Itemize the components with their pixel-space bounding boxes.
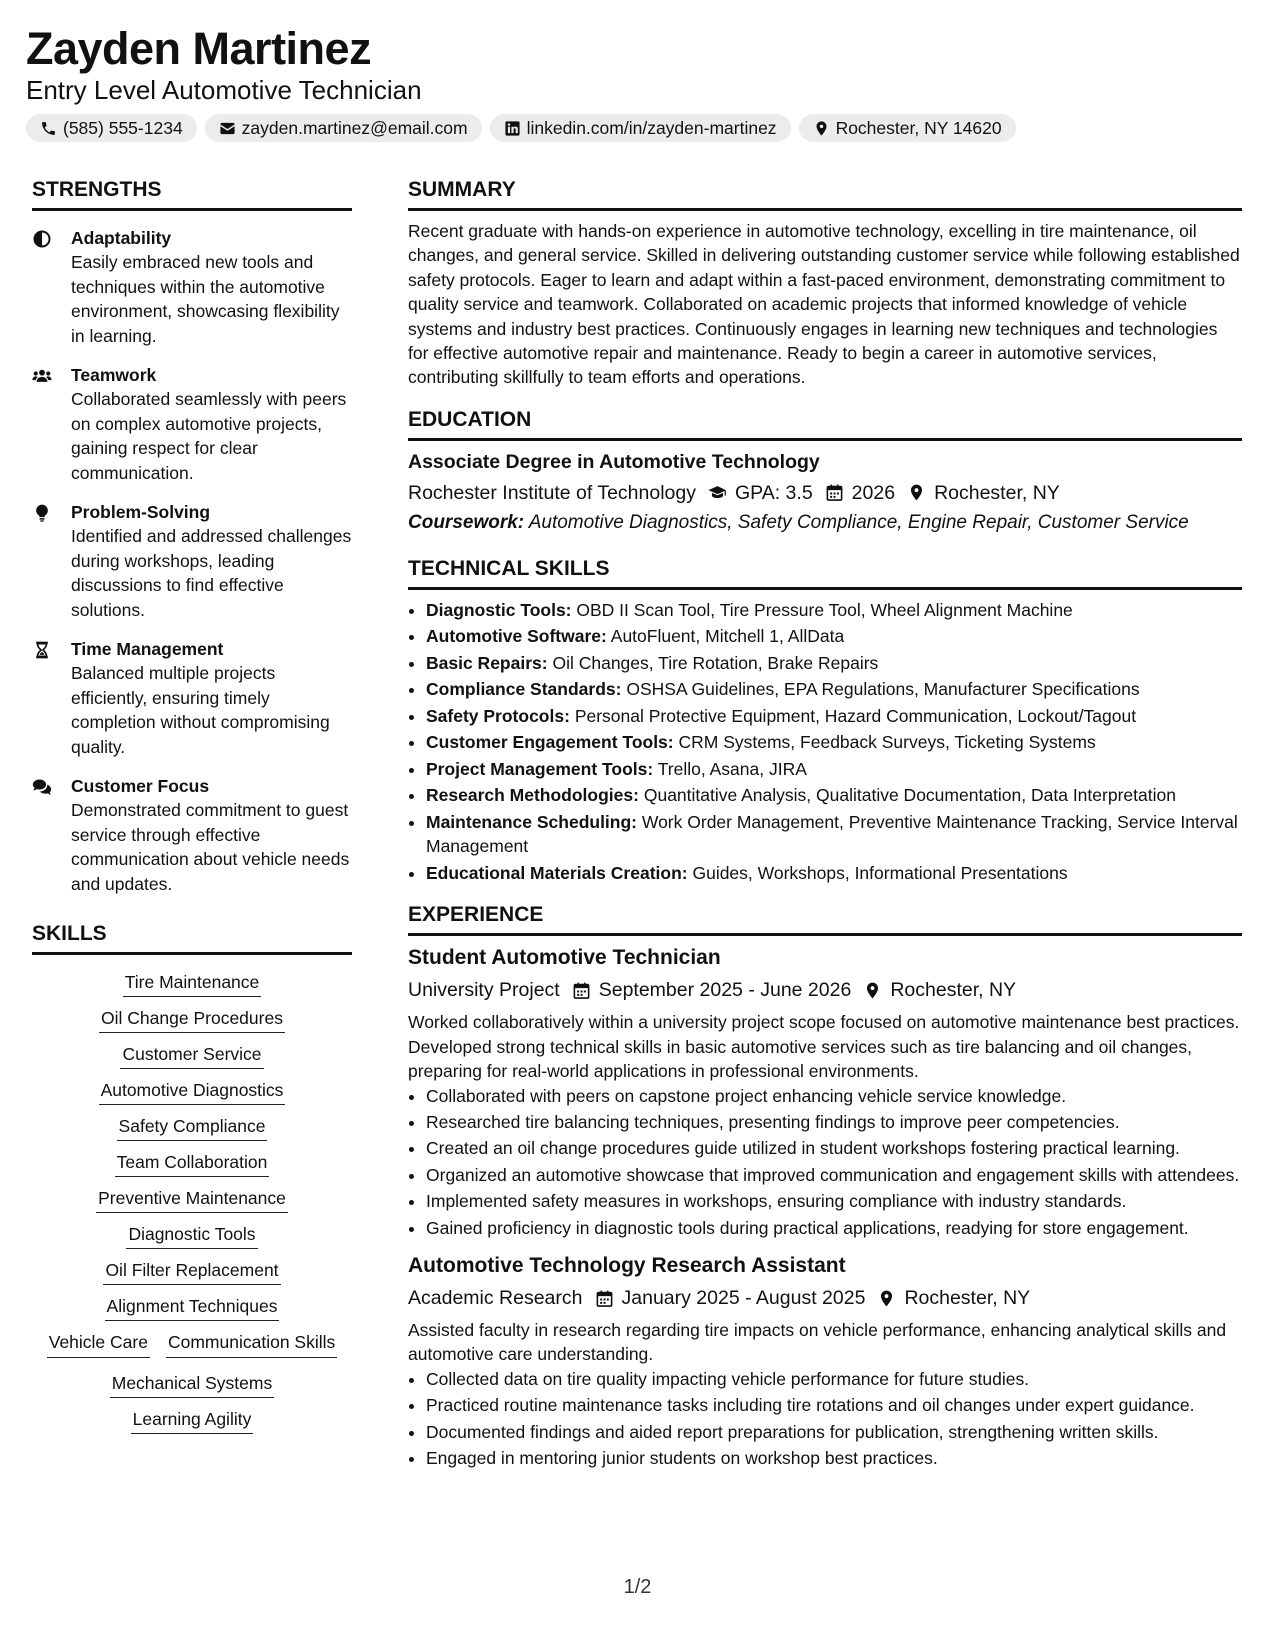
strengths-heading: STRENGTHS (32, 176, 352, 211)
skill-tag: Alignment Techniques (105, 1296, 280, 1321)
tech-skill-item (426, 757, 1242, 782)
tech-skill-item (426, 651, 1242, 676)
tech-skill-value: Personal Protective Equipment, Hazard Communication, Lockout/Tagout (574, 705, 1137, 726)
tech-skill-label: Basic Repairs: (426, 652, 548, 673)
skills-heading: SKILLS (32, 920, 352, 955)
skill-tag: Vehicle Care (47, 1331, 150, 1358)
tech-skill-value: Trello, Asana, JIRA (657, 758, 807, 779)
skill-tag: Tire Maintenance (123, 972, 262, 997)
skill-tag: Mechanical Systems (110, 1373, 274, 1398)
envelope-icon (219, 120, 236, 137)
degree-title: Associate Degree in Automotive Technology (408, 450, 820, 473)
coursework-line (408, 509, 1242, 537)
job-title: Automotive Technology Research Assistant (408, 1254, 846, 1277)
job-bullets (408, 1367, 1242, 1471)
tech-skill-item (426, 861, 1242, 886)
job-bullet: • Collaborated with peers on capstone project enhancing vehicle service knowledge. (426, 1084, 1242, 1108)
job-bullet: • Practiced routine maintenance tasks including tire rotations and oil changes under expert guidance. (426, 1393, 1242, 1417)
users-icon (32, 366, 52, 386)
contact-location-text: Rochester, NY 14620 (835, 117, 1002, 138)
technical-skills-list (408, 598, 1242, 886)
job-bullet: • Collected data on tire quality impacting vehicle performance for future studies. (426, 1367, 1242, 1391)
calendar-icon (825, 483, 844, 502)
comments-icon (32, 777, 52, 797)
tech-skill-label: Safety Protocols: (426, 705, 570, 726)
contact-email[interactable] (205, 114, 482, 142)
strength-description: Identified and addressed challenges during workshops, leading discussions to find effective solutions. (71, 526, 352, 620)
strength-item (32, 774, 352, 896)
summary-text: Recent graduate with hands-on experience in automotive technology, excelling in tire maintenance, oil changes, and general service. Skilled in delivering outstanding customer service while following established safety protocols. Eager to learn and adapt within a fast-paced environment, demonstrating commitment to quality service and teamwork. Collaborated on academic projects that informed knowledge of vehicle systems and industry best practices. Continuously engages in learning new techniques and technologies for effective automotive repair and maintenance. Ready to begin a career in automotive services, contributing skillfully to team efforts and operations. (408, 221, 1240, 388)
tech-skill-item (426, 810, 1242, 859)
tech-skill-value: AutoFluent, Mitchell 1, AllData (610, 626, 845, 647)
tech-skill-label: Project Management Tools: (426, 758, 654, 779)
left-column (32, 176, 352, 1430)
graduation-cap-icon (708, 483, 727, 502)
job-description: Worked collaboratively within a university project scope focused on automotive maintenance best practices. Developed strong technical skills in basic automotive services such as tire balancing and oil changes, preparing for real-world applications in professional environments. (408, 1012, 1240, 1082)
tech-skill-value: OSHSA Guidelines, EPA Regulations, Manufacturer Specifications (626, 679, 1140, 700)
job-bullet: • Documented findings and aided report preparations for publication, strengthening written skills. (426, 1420, 1242, 1444)
job-description: Assisted faculty in research regarding tire impacts on vehicle performance, enhancing analytical skills and automotive care understanding. (408, 1320, 1227, 1365)
contact-linkedin[interactable] (490, 114, 791, 142)
skill-tag: Automotive Diagnostics (99, 1080, 286, 1105)
contact-bar (26, 114, 1016, 142)
contact-email-text: zayden.martinez@email.com (241, 117, 468, 138)
strength-title: Teamwork (71, 365, 157, 385)
tech-skill-value: CRM Systems, Feedback Surveys, Ticketing Systems (678, 732, 1096, 753)
job-org: University Project (408, 979, 560, 1002)
strength-description: Collaborated seamlessly with peers on complex automotive projects, gaining respect for clear communication. (71, 389, 347, 483)
map-pin-icon (813, 120, 830, 137)
contact-phone[interactable] (26, 114, 197, 142)
hourglass-icon (32, 640, 52, 660)
calendar-icon (595, 1289, 614, 1308)
job-bullet: • Engaged in mentoring junior students on workshop best practices. (426, 1446, 1242, 1470)
map-pin-icon (877, 1289, 896, 1308)
job-org: Academic Research (408, 1287, 583, 1309)
tech-skill-value: Quantitative Analysis, Qualitative Documentation, Data Interpretation (643, 785, 1176, 806)
strength-item (32, 500, 352, 622)
education-meta (408, 479, 1242, 507)
contrast-icon (32, 229, 52, 249)
job-bullet: • Gained proficiency in diagnostic tools during practical applications, readying for store engagement. (426, 1216, 1242, 1240)
page-number: 1/2 (623, 1576, 652, 1598)
graduation-year: 2026 (851, 481, 896, 504)
job-entry (408, 1252, 1242, 1470)
strength-title: Customer Focus (71, 776, 210, 796)
contact-linkedin-text: linkedin.com/in/zayden-martinez (526, 117, 777, 138)
tech-skill-item (426, 677, 1242, 702)
strength-title: Time Management (71, 639, 224, 659)
job-location: Rochester, NY (904, 1287, 1031, 1309)
skill-tag: Customer Service (120, 1044, 263, 1069)
tech-skill-label: Research Methodologies: (426, 785, 639, 806)
tech-skill-item (426, 704, 1242, 729)
tech-skill-label: Automotive Software: (426, 626, 607, 647)
lightbulb-icon (32, 503, 52, 523)
skill-tag: Safety Compliance (117, 1116, 268, 1141)
tech-skill-label: Diagnostic Tools: (426, 599, 572, 620)
job-bullet: • Implemented safety measures in workshops, ensuring compliance with industry standards. (426, 1189, 1242, 1213)
skills-list (32, 971, 352, 1430)
skill-tag: Learning Agility (131, 1409, 254, 1434)
skill-tag: Oil Change Procedures (99, 1008, 285, 1033)
school-name: Rochester Institute of Technology (408, 481, 696, 504)
strength-item (32, 637, 352, 759)
skill-tag: Oil Filter Replacement (103, 1260, 280, 1285)
job-dates: January 2025 - August 2025 (621, 1287, 866, 1309)
tech-skill-value: Guides, Workshops, Informational Presentations (692, 862, 1068, 883)
linkedin-icon (504, 120, 521, 137)
map-pin-icon (907, 483, 926, 502)
job-bullet: • Created an oil change procedures guide utilized in student workshops fostering practical learning. (426, 1136, 1242, 1160)
skill-tag: Team Collaboration (115, 1152, 270, 1177)
strength-title: Adaptability (71, 228, 172, 248)
job-entry (408, 944, 1242, 1240)
strength-item (32, 363, 352, 485)
map-pin-icon (863, 981, 882, 1000)
skill-tag: Preventive Maintenance (96, 1188, 288, 1213)
job-dates: September 2025 - June 2026 (598, 979, 852, 1002)
coursework-list: Automotive Diagnostics, Safety Compliance, Engine Repair, Customer Service (528, 511, 1189, 533)
school-location: Rochester, NY (934, 481, 1060, 504)
job-bullet: • Organized an automotive showcase that improved communication and engagement skills with attendees. (426, 1163, 1242, 1187)
experience-heading: EXPERIENCE (408, 901, 1242, 936)
summary-heading: SUMMARY (408, 176, 1242, 211)
phone-icon (40, 120, 57, 137)
tech-skill-item (426, 783, 1242, 808)
tech-skill-item (426, 730, 1242, 755)
job-title: Student Automotive Technician (408, 946, 721, 970)
job-bullets (408, 1084, 1242, 1240)
candidate-name: Zayden Martinez (26, 23, 372, 74)
coursework-label: Coursework: (408, 511, 525, 533)
tech-skill-label: Maintenance Scheduling: (426, 811, 637, 832)
tech-skill-value: OBD II Scan Tool, Tire Pressure Tool, Wheel Alignment Machine (576, 599, 1073, 620)
technical-skills-heading: TECHNICAL SKILLS (408, 555, 1242, 590)
right-column (408, 176, 1242, 1472)
job-location: Rochester, NY (890, 979, 1017, 1002)
skill-tag: Diagnostic Tools (126, 1224, 257, 1249)
strength-description: Easily embraced new tools and techniques within the automotive environment, showcasing flexibility in learning. (71, 252, 340, 346)
job-bullet: • Researched tire balancing techniques, presenting findings to improve peer competencies. (426, 1110, 1242, 1134)
job-meta (408, 1284, 1242, 1312)
tech-skill-item (426, 598, 1242, 623)
tech-skill-item (426, 624, 1242, 649)
calendar-icon (572, 981, 591, 1000)
strength-title: Problem-Solving (71, 502, 211, 522)
contact-location (799, 114, 1016, 142)
tech-skill-value: Work Order Management, Preventive Maintenance Tracking, Service Interval Management (426, 811, 1238, 857)
contact-phone-text: (585) 555-1234 (63, 117, 183, 138)
strength-item (32, 226, 352, 348)
job-title-header: Entry Level Automotive Technician (26, 75, 422, 105)
tech-skill-label: Customer Engagement Tools: (426, 732, 674, 753)
tech-skill-label: Compliance Standards: (426, 679, 622, 700)
job-meta (408, 976, 1242, 1004)
gpa-value: GPA: 3.5 (734, 481, 813, 504)
tech-skill-value: Oil Changes, Tire Rotation, Brake Repairs (552, 652, 879, 673)
tech-skill-label: Educational Materials Creation: (426, 862, 688, 883)
strength-description: Balanced multiple projects efficiently, ensuring timely completion without compromising quality. (71, 663, 330, 757)
skill-tag: Communication Skills (166, 1331, 337, 1358)
strength-description: Demonstrated commitment to guest service through effective communication about vehicle needs and updates. (71, 800, 350, 894)
education-heading: EDUCATION (408, 406, 1242, 441)
